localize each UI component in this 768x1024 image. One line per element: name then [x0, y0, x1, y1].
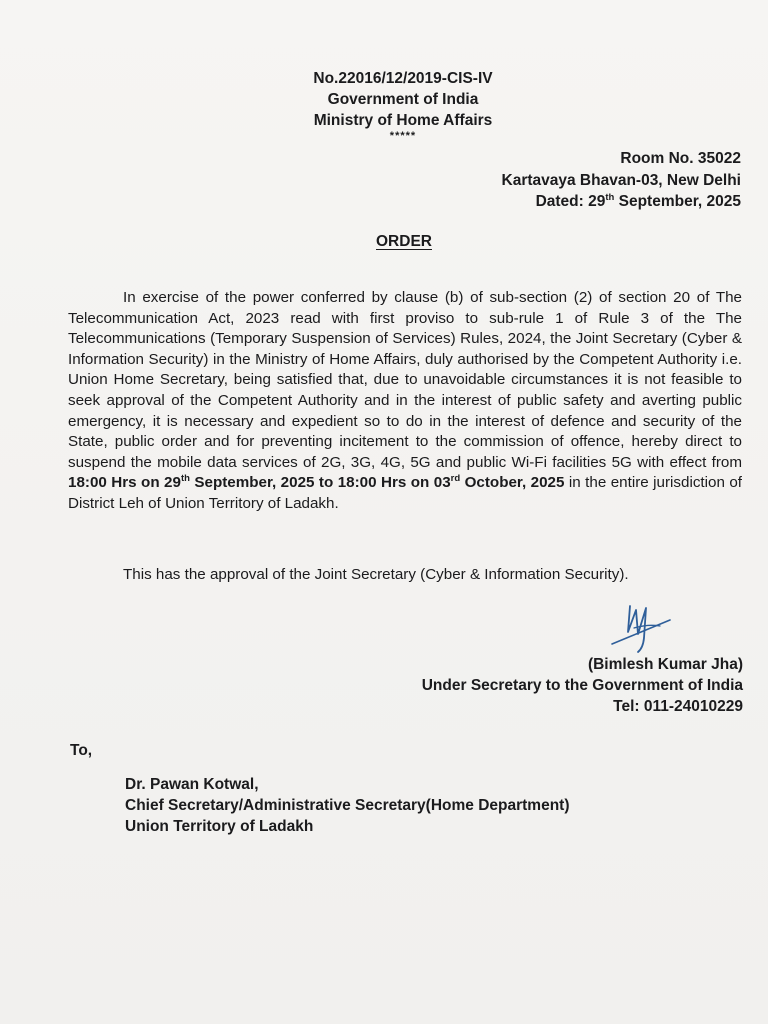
letterhead	[0, 68, 768, 141]
signatory-telephone: Tel: 011-24010229	[613, 698, 743, 715]
body-text-end: in the entire jurisdiction of District Leh of Union Territory of Ladakh.	[68, 474, 743, 512]
suspension-period: 18:00 Hrs on 29th September, 2025 to 18:00 Hrs on 03rd October, 2025	[68, 473, 565, 492]
signatory-designation: Under Secretary to the Government of India	[421, 677, 743, 694]
recipient-designation: Chief Secretary/Administrative Secretary(Home Department)	[125, 797, 570, 814]
separator-stars: *****	[389, 130, 417, 142]
approval-line: This has the approval of the Joint Secretary (Cyber & Information Security).	[123, 566, 629, 583]
office-address	[502, 148, 742, 213]
room-number: Room No. 35022	[620, 150, 741, 167]
body-text-start: In exercise of the power conferred by clause (b) of sub-section (2) of section 20 of The Telecommunication Act, 2023 read with first proviso to sub-rule 1 of Rule 3 of the The Telecommunications (Temporary Suspension of Services) Rules, 2024, the Joint Secretary (Cyber & Information Security) in the Ministry of Home Affairs, duly authorised by the Competent Authority i.e. Union Home Secretary, being satisfied that, due to unavoidable circumstances it is not feasible to seek approval of the Competent Authority and in the interest of public safety and averting public emergency, it is necessary and expedient so to do in the interest of defence and security of the State, public order and for preventing incitement to the commission of offence, hereby direct to suspend the mobile data services of 2G, 3G, 4G, 5G and public Wi-Fi facilities 5G with effect from	[68, 289, 742, 471]
order-title: ORDER	[376, 233, 432, 250]
government-name: Government of India	[327, 91, 479, 108]
ministry-name: Ministry of Home Affairs	[313, 112, 493, 129]
file-number: No.22016/12/2019-CIS-IV	[313, 70, 493, 87]
signatory-block	[422, 654, 743, 717]
signature-image	[608, 598, 678, 658]
signatory-name: (Bimlesh Kumar Jha)	[587, 656, 743, 673]
to-label: To,	[70, 742, 93, 759]
building-address: Kartavaya Bhavan-03, New Delhi	[501, 171, 741, 189]
dated-line: Dated: 29th September, 2025	[535, 192, 741, 210]
recipient-territory: Union Territory of Ladakh	[125, 818, 314, 835]
order-body	[68, 288, 742, 515]
recipient-block	[125, 774, 570, 837]
recipient-name: Dr. Pawan Kotwal,	[125, 776, 259, 793]
